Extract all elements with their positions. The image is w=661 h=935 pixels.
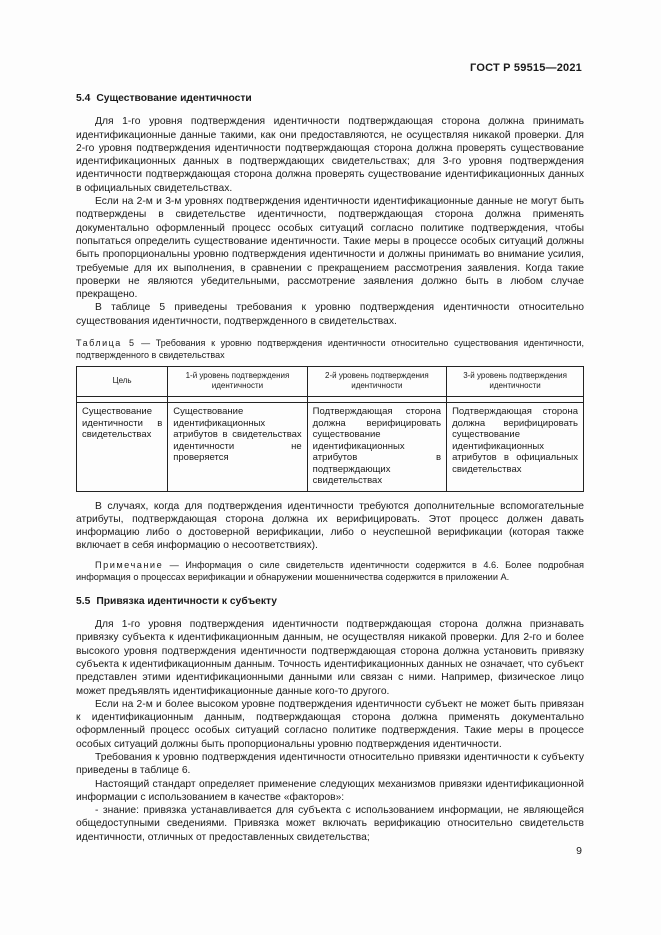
table-cell: Существование идентичности в свидетельствах [77,403,168,492]
paragraph: Для 1-го уровня подтверждения идентичности подтверждающая сторона должна признавать привязку субъекта к идентификационным данным, не осуществляя никакой проверки. Для 2-го и более высокого уровня подтверждения идентичности подтверждающая сторона должна установить привязку субъекта к идентификационным данным. Точность идентификационных данных не означает, что субъект представлен этими идентификационными данными или связан с ними. Например, физическое лицо может предъявлять идентификационные данные кого-то другого. [76,619,584,697]
section-heading-5-5 [76,595,584,608]
list-item: - знание: привязка устанавливается для субъекта с использованием информации, не являющейся общедоступными сведениями. Привязка может включать верификацию относительно свидетельств идентичности, отличных от предоставленных свидетельства; [76,805,584,843]
note-text: — Информация о силе свидетельств идентичности содержится в 4.6. Более подробная информация о процессах верификации и обнаружении мошенничества содержится в приложении А. [76,559,584,582]
table-header-cell: Цель [77,367,168,397]
table-cell: Существование идентификационных атрибутов в свидетельствах идентичности не проверяется [168,403,307,492]
table-caption-label: Таблица 5 [76,338,136,349]
table-row [77,403,584,492]
paragraph: В таблице 5 приведены требования к уровню подтверждения идентичности относительно существования идентичности, подтвержденного в свидетельствах. [76,302,584,327]
table-header-row [77,367,584,397]
table-cell: Подтверждающая сторона должна верифицировать существование идентификационных атрибутов в официальных свидетельствах [447,403,584,492]
page-content [76,92,584,844]
section-heading-5-4 [76,92,584,105]
paragraph: Требования к уровню подтверждения идентичности относительно привязки идентичности к субъекту приведены в таблице 6. [76,752,584,777]
table-header-cell: 3-й уровень подтверждения идентичности [447,367,584,397]
requirements-table [76,366,584,492]
section-number: 5.4 [76,93,91,104]
paragraph: В случаях, когда для подтверждения идентичности требуются дополнительные вспомогательные атрибуты, подтверждающая сторона должна их верифицировать. Этот процесс должен давать информацию либо о достоверной верификации, либо о неуспешной верификации (которая также включает в себя информацию о несоответствиях). [76,500,584,552]
section-title: Существование идентичности [96,93,252,104]
paragraph: Для 1-го уровня подтверждения идентичности подтверждающая сторона должна принимать идентификационные данные такими, как они предоставляются, не осуществляя никакой проверки. Для 2-го уровня подтверждения идентичности подтверждающая сторона должна проверять существование идентификационных данных в подтверждающих свидетельствах; для 3-го уровня подтверждения идентичности подтверждающая сторона должна проверять существование идентификационных данных в официальных свидетельствах. [76,116,584,194]
table-header-cell: 2-й уровень подтверждения идентичности [307,367,446,397]
table-caption [76,338,584,361]
paragraph: Если на 2-м и более высоком уровне подтверждения идентичности субъект не может быть привязан к идентификационным данным, подтверждающая сторона должна применять документально оформленный процесс особых ситуаций согласно политике подтверждения. Такие меры в процессе особых ситуаций должны быть пропорциональны уровню подтверждения идентичности. [76,698,584,750]
table-cell: Подтверждающая сторона должна верифицировать существование идентификационных атрибутов в подтверждающих свидетельствах [307,403,446,492]
page-number: 9 [576,845,582,857]
section-number: 5.5 [76,595,91,607]
standard-code: ГОСТ Р 59515—2021 [470,62,582,74]
section-title: Привязка идентичности к субъекту [96,595,278,607]
table-caption-text: — Требования к уровню подтверждения идентичности относительно существования идентичности, подтвержденного в свидетельствах [76,338,584,360]
note [76,559,584,583]
paragraph: Если на 2-м и 3-м уровнях подтверждения идентичности идентификационные данные не могут быть подтверждены в свидетельстве идентичности, подтверждающая сторона должна применять документально оформленный процесс особых ситуаций согласно политике подтверждения, чтобы попытаться определить существование идентичности. Такие меры в процессе особых ситуаций должны быть пропорциональны уровню подтверждения идентичности и должны принимать во внимание усилия, требуемые для их выполнения, в сравнении с прекращением рассмотрения заявления. Когда такие проверки не являются убедительными, рассмотрение заявления должно быть в любом случае прекращено. [76,196,584,301]
table-header-cell: 1-й уровень подтверждения идентичности [168,367,307,397]
note-label: Примечание [95,559,164,570]
paragraph: Настоящий стандарт определяет применение следующих механизмов привязки идентификационной информации с использованием в качестве «факторов»: [76,778,584,803]
